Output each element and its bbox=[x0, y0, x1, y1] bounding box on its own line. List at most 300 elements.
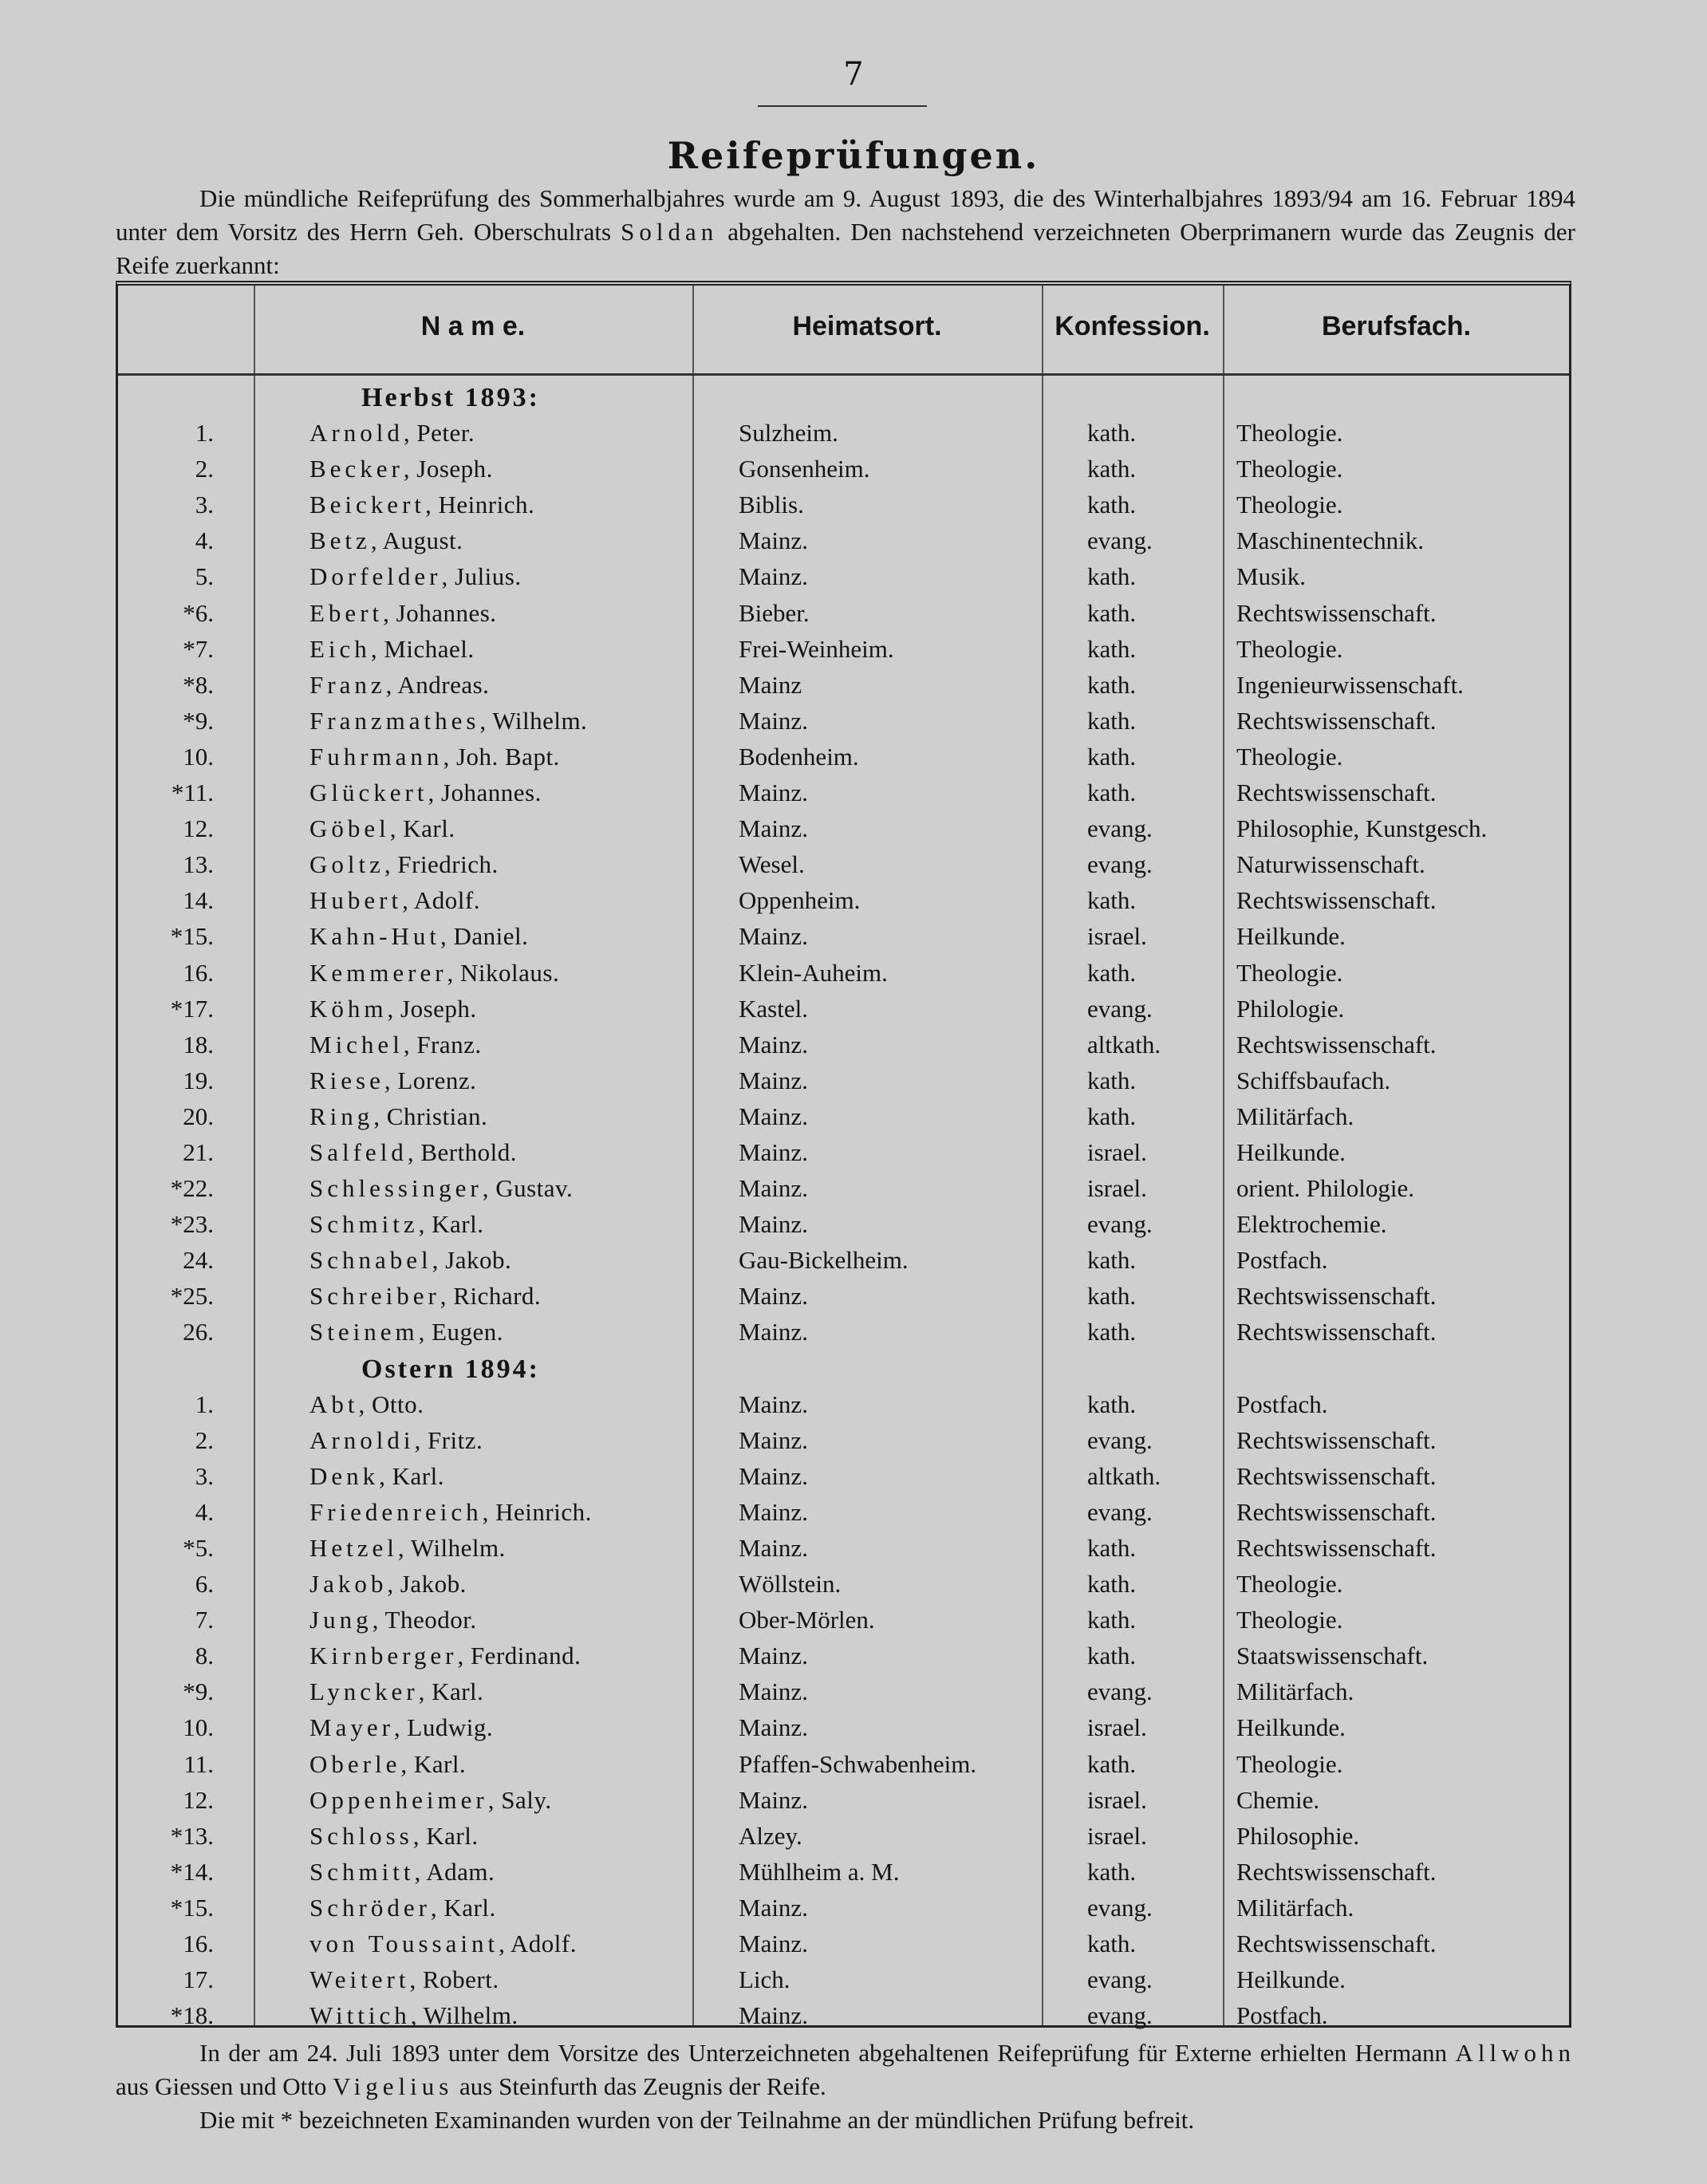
hometown: Mainz. bbox=[739, 1282, 808, 1311]
row-number: *9. bbox=[183, 706, 214, 735]
row-number: 10. bbox=[183, 1713, 214, 1742]
table-row bbox=[118, 596, 1569, 632]
profession: Naturwissenschaft. bbox=[1236, 850, 1425, 879]
row-number: *11. bbox=[171, 779, 214, 807]
given-name: , Nikolaus. bbox=[447, 958, 560, 987]
confession: evang. bbox=[1087, 2001, 1153, 2030]
row-number: 2. bbox=[195, 1425, 214, 1454]
student-name bbox=[309, 743, 560, 771]
student-name bbox=[309, 1426, 483, 1455]
table-body bbox=[118, 380, 1569, 2034]
given-name: , Andreas. bbox=[385, 670, 490, 699]
profession: Theologie. bbox=[1236, 958, 1343, 987]
hometown: Mainz. bbox=[739, 706, 808, 735]
intro-text-1: Die mündliche Reifeprüfung des Sommerhalbjahres wurde am 9. August 1893, die des Winterhalbjahres 1893/94 am 16. Februar 1894 unter dem Vorsitz des Herrn Geh. Oberschulrats bbox=[116, 184, 1575, 246]
confession: kath. bbox=[1087, 1930, 1137, 1958]
surname: Mayer bbox=[309, 1713, 394, 1742]
closing-paragraphs bbox=[116, 2036, 1575, 2137]
hometown: Mainz. bbox=[739, 1534, 808, 1562]
surname: Ring bbox=[309, 1102, 374, 1130]
profession: Heilkunde. bbox=[1236, 922, 1346, 951]
confession: kath. bbox=[1087, 886, 1137, 915]
table-row bbox=[118, 523, 1569, 559]
surname: von Toussaint bbox=[309, 1930, 499, 1958]
row-number: *6. bbox=[183, 598, 214, 627]
row-number: *25. bbox=[170, 1282, 214, 1311]
confession: kath. bbox=[1087, 1749, 1137, 1778]
profession: Elektrochemie. bbox=[1236, 1210, 1387, 1239]
outro-text-1: In der am 24. Juli 1893 unter dem Vorsitze des Unterzeichneten abgehaltenen Reifeprüfung für Externe erhielten Hermann bbox=[199, 2039, 1456, 2067]
given-name: , Johannes. bbox=[383, 598, 497, 627]
confession: evang. bbox=[1087, 1497, 1153, 1526]
confession: kath. bbox=[1087, 491, 1137, 519]
given-name: , Heinrich. bbox=[482, 1497, 592, 1526]
table-row bbox=[118, 883, 1569, 919]
hometown: Bodenheim. bbox=[739, 742, 859, 771]
row-number: 24. bbox=[183, 1246, 214, 1275]
student-name bbox=[309, 671, 489, 700]
confession: evang. bbox=[1087, 526, 1153, 555]
outro-text-3: aus Steinfurth das Zeugnis der Reife. bbox=[453, 2072, 826, 2100]
confession: kath. bbox=[1087, 1606, 1137, 1634]
hometown: Mainz bbox=[739, 670, 802, 699]
row-number: 26. bbox=[183, 1318, 214, 1346]
hometown: Klein-Auheim. bbox=[739, 958, 888, 987]
confession: evang. bbox=[1087, 994, 1153, 1023]
given-name: , Friedrich. bbox=[384, 850, 499, 879]
section-heading bbox=[118, 380, 1569, 416]
profession: Theologie. bbox=[1236, 419, 1343, 447]
given-name: , Otto. bbox=[358, 1390, 424, 1418]
student-name bbox=[309, 1246, 511, 1275]
student-name bbox=[309, 1786, 552, 1815]
given-name: , Christian. bbox=[373, 1102, 488, 1130]
hometown: Lich. bbox=[739, 1965, 790, 1994]
student-name bbox=[309, 1210, 483, 1239]
surname: Franz bbox=[309, 670, 386, 699]
student-name bbox=[309, 1498, 592, 1527]
given-name: , Franz. bbox=[403, 1030, 482, 1058]
header-home: Heimatsort. bbox=[792, 311, 942, 341]
profession: Theologie. bbox=[1236, 742, 1343, 771]
confession: kath. bbox=[1087, 1857, 1137, 1886]
student-name bbox=[309, 814, 455, 843]
hometown: Mainz. bbox=[739, 1425, 808, 1454]
hometown: Gau-Bickelheim. bbox=[739, 1246, 909, 1275]
profession: Militärfach. bbox=[1236, 1677, 1354, 1706]
row-number: 7. bbox=[195, 1606, 214, 1634]
given-name: , Fritz. bbox=[414, 1425, 483, 1454]
given-name: , Karl. bbox=[430, 1893, 496, 1922]
given-name: , Karl. bbox=[379, 1461, 444, 1490]
surname: Hubert bbox=[309, 886, 403, 915]
row-number: 2. bbox=[195, 455, 214, 483]
confession: kath. bbox=[1087, 670, 1137, 699]
student-name bbox=[309, 886, 480, 915]
table-row bbox=[118, 1674, 1569, 1710]
confession: kath. bbox=[1087, 1570, 1137, 1599]
hometown: Pfaffen-Schwabenheim. bbox=[739, 1749, 977, 1778]
profession: Staatswissenschaft. bbox=[1236, 1642, 1429, 1670]
profession: Rechtswissenschaft. bbox=[1236, 598, 1437, 627]
row-number: 11. bbox=[183, 1749, 214, 1778]
given-name: , Peter. bbox=[403, 419, 475, 447]
table-row bbox=[118, 1495, 1569, 1531]
row-number: 4. bbox=[195, 1497, 214, 1526]
hometown: Mühlheim a. M. bbox=[739, 1857, 900, 1886]
student-name bbox=[309, 1822, 479, 1851]
profession: Rechtswissenschaft. bbox=[1236, 1930, 1437, 1958]
hometown: Biblis. bbox=[739, 491, 804, 519]
row-number: *22. bbox=[170, 1174, 214, 1203]
profession: Ingenieurwissenschaft. bbox=[1236, 670, 1464, 699]
row-number: 17. bbox=[183, 1965, 214, 1994]
surname: Becker bbox=[309, 455, 404, 483]
table-row bbox=[118, 416, 1569, 451]
table-row bbox=[118, 1099, 1569, 1135]
profession: orient. Philologie. bbox=[1236, 1174, 1415, 1203]
table-row bbox=[118, 1531, 1569, 1567]
hometown: Frei-Weinheim. bbox=[739, 634, 894, 663]
hometown: Mainz. bbox=[739, 1785, 808, 1814]
table-row bbox=[118, 1783, 1569, 1819]
row-number: 18. bbox=[183, 1030, 214, 1058]
surname: Hetzel bbox=[309, 1534, 398, 1562]
row-number: *23. bbox=[170, 1210, 214, 1239]
table-row bbox=[118, 1926, 1569, 1962]
student-name bbox=[309, 1606, 477, 1634]
surname: Schloss bbox=[309, 1821, 413, 1850]
given-name: , Jakob. bbox=[387, 1570, 467, 1599]
confession: kath. bbox=[1087, 1066, 1137, 1094]
student-name bbox=[309, 1534, 506, 1563]
table-row bbox=[118, 487, 1569, 523]
surname: Schlessinger bbox=[309, 1174, 483, 1203]
surname: Schröder bbox=[309, 1893, 431, 1922]
intro-text-2: abgehalten. Den nachstehend verzeichneten Oberprimanern wurde das Zeugnis der Reife zuerkannt: bbox=[116, 218, 1575, 279]
profession: Rechtswissenschaft. bbox=[1236, 1497, 1437, 1526]
footnote: Die mit * bezeichneten Examinanden wurden von der Teilnahme an der mündlichen Prüfung befreit. bbox=[199, 2106, 1195, 2134]
confession: altkath. bbox=[1087, 1461, 1161, 1490]
header-profession: Berufsfach. bbox=[1321, 311, 1472, 341]
row-number: 10. bbox=[183, 742, 214, 771]
row-number: *14. bbox=[170, 1857, 214, 1886]
confession: kath. bbox=[1087, 779, 1137, 807]
student-name bbox=[309, 850, 499, 879]
surname: Ebert bbox=[309, 598, 384, 627]
profession: Heilkunde. bbox=[1236, 1713, 1346, 1742]
surname: Eich bbox=[309, 634, 371, 663]
student-name bbox=[309, 2001, 518, 2030]
table-row bbox=[118, 1243, 1569, 1279]
given-name: , Adolf. bbox=[402, 886, 480, 915]
table-row bbox=[118, 847, 1569, 883]
hometown: Bieber. bbox=[739, 598, 810, 627]
section-label: Ostern 1894: bbox=[361, 1354, 540, 1384]
row-number: 12. bbox=[183, 1785, 214, 1814]
profession: Rechtswissenschaft. bbox=[1236, 1461, 1437, 1490]
table-row bbox=[118, 704, 1569, 739]
student-name bbox=[309, 922, 528, 951]
student-name bbox=[309, 1677, 483, 1706]
table-row bbox=[118, 1315, 1569, 1350]
table-row bbox=[118, 1710, 1569, 1746]
given-name: , Karl. bbox=[400, 1749, 467, 1778]
profession: Philosophie. bbox=[1236, 1821, 1360, 1850]
given-name: , Joh. Bapt. bbox=[443, 742, 560, 771]
table-row bbox=[118, 1567, 1569, 1603]
confession: kath. bbox=[1087, 1282, 1137, 1311]
row-number: 13. bbox=[183, 850, 214, 879]
surname: Riese bbox=[309, 1066, 384, 1094]
hometown: Mainz. bbox=[739, 1390, 808, 1418]
profession: Philosophie, Kunstgesch. bbox=[1236, 814, 1488, 843]
surname: Kirnberger bbox=[309, 1642, 458, 1670]
given-name: , Wilhelm. bbox=[479, 706, 588, 735]
profession: Postfach. bbox=[1236, 1246, 1328, 1275]
section-heading bbox=[118, 1351, 1569, 1387]
hometown: Alzey. bbox=[739, 1821, 802, 1850]
student-name bbox=[309, 1965, 499, 1994]
profession: Philologie. bbox=[1236, 994, 1345, 1023]
surname: Kahn-Hut bbox=[309, 922, 440, 951]
profession: Rechtswissenschaft. bbox=[1236, 1282, 1437, 1311]
hometown: Mainz. bbox=[739, 1030, 808, 1058]
row-number: 1. bbox=[195, 1390, 214, 1418]
row-number: 4. bbox=[195, 526, 214, 555]
hometown: Ober-Mörlen. bbox=[739, 1606, 875, 1634]
confession: kath. bbox=[1087, 598, 1137, 627]
student-name bbox=[309, 1713, 493, 1742]
confession: israel. bbox=[1087, 1713, 1147, 1742]
profession: Theologie. bbox=[1236, 455, 1343, 483]
surname: Jakob bbox=[309, 1570, 388, 1599]
profession: Militärfach. bbox=[1236, 1893, 1354, 1922]
row-number: 3. bbox=[195, 1461, 214, 1490]
surname: Arnoldi bbox=[309, 1425, 415, 1454]
table-row bbox=[118, 1459, 1569, 1495]
given-name: , Joseph. bbox=[403, 455, 493, 483]
given-name: , Karl. bbox=[418, 1677, 484, 1706]
table-row bbox=[118, 1207, 1569, 1243]
hometown: Mainz. bbox=[739, 1318, 808, 1346]
given-name: , Saly. bbox=[487, 1785, 552, 1814]
given-name: , Lorenz. bbox=[384, 1066, 477, 1094]
table-row bbox=[118, 1279, 1569, 1315]
given-name: , Johannes. bbox=[428, 779, 542, 807]
confession: kath. bbox=[1087, 1246, 1137, 1275]
surname: Oppenheimer bbox=[309, 1785, 488, 1814]
confession: israel. bbox=[1087, 922, 1147, 951]
surname: Michel bbox=[309, 1030, 404, 1058]
surname: Schreiber bbox=[309, 1282, 440, 1311]
table-row bbox=[118, 1027, 1569, 1063]
profession: Schiffsbaufach. bbox=[1236, 1066, 1391, 1094]
given-name: , Karl. bbox=[389, 814, 455, 843]
table-row bbox=[118, 1171, 1569, 1207]
given-name: , Wilhelm. bbox=[397, 1534, 506, 1562]
given-name: , Heinrich. bbox=[425, 491, 535, 519]
hometown: Wöllstein. bbox=[739, 1570, 842, 1599]
table-row bbox=[118, 811, 1569, 847]
given-name: , Jakob. bbox=[432, 1246, 512, 1275]
confession: evang. bbox=[1087, 1677, 1153, 1706]
row-number: *13. bbox=[170, 1821, 214, 1850]
results-table bbox=[116, 281, 1571, 2028]
surname: Jung bbox=[309, 1606, 373, 1634]
row-number: 20. bbox=[183, 1102, 214, 1130]
confession: evang. bbox=[1087, 1425, 1153, 1454]
hometown: Mainz. bbox=[739, 1210, 808, 1239]
student-name bbox=[309, 562, 522, 591]
hometown: Mainz. bbox=[739, 562, 808, 591]
row-number: 5. bbox=[195, 562, 214, 591]
hometown: Oppenheim. bbox=[739, 886, 861, 915]
given-name: , Eugen. bbox=[418, 1318, 504, 1346]
student-name bbox=[309, 1318, 503, 1346]
hometown: Mainz. bbox=[739, 1174, 808, 1203]
confession: kath. bbox=[1087, 455, 1137, 483]
student-name bbox=[309, 491, 534, 519]
profession: Rechtswissenschaft. bbox=[1236, 1857, 1437, 1886]
table-row bbox=[118, 1855, 1569, 1890]
confession: kath. bbox=[1087, 742, 1137, 771]
given-name: , Gustav. bbox=[482, 1174, 574, 1203]
student-name bbox=[309, 707, 587, 735]
profession: Heilkunde. bbox=[1236, 1965, 1346, 1994]
hometown: Mainz. bbox=[739, 1137, 808, 1166]
section-label: Herbst 1893: bbox=[361, 383, 540, 412]
given-name: , Michael. bbox=[370, 634, 475, 663]
header-name: N a m e. bbox=[420, 311, 526, 341]
profession: Rechtswissenschaft. bbox=[1236, 1534, 1437, 1562]
surname: Glückert bbox=[309, 779, 428, 807]
hometown: Mainz. bbox=[739, 1930, 808, 1958]
row-number: 6. bbox=[195, 1570, 214, 1599]
surname: Arnold bbox=[309, 419, 404, 447]
table-row bbox=[118, 1638, 1569, 1674]
hometown: Mainz. bbox=[739, 1642, 808, 1670]
profession: Theologie. bbox=[1236, 491, 1343, 519]
row-number: 21. bbox=[183, 1137, 214, 1166]
confession: kath. bbox=[1087, 1318, 1137, 1346]
student-name bbox=[309, 1642, 581, 1670]
table-row bbox=[118, 559, 1569, 595]
page-number: 7 bbox=[843, 56, 864, 93]
table-row bbox=[118, 739, 1569, 775]
profession: Maschinentechnik. bbox=[1236, 526, 1425, 555]
student-name bbox=[309, 1462, 444, 1491]
hometown: Kastel. bbox=[739, 994, 808, 1023]
hometown: Mainz. bbox=[739, 1677, 808, 1706]
given-name: , Richard. bbox=[440, 1282, 542, 1311]
surname: Franzmathes bbox=[309, 706, 480, 735]
student-name bbox=[309, 1174, 573, 1203]
surname: Oberle bbox=[309, 1749, 401, 1778]
hometown: Gonsenheim. bbox=[739, 455, 870, 483]
confession: kath. bbox=[1087, 562, 1137, 591]
given-name: , Daniel. bbox=[440, 922, 529, 951]
student-name bbox=[309, 599, 497, 628]
surname: Salfeld bbox=[309, 1137, 408, 1166]
table-row bbox=[118, 1603, 1569, 1638]
row-number: 14. bbox=[183, 886, 214, 915]
profession: Rechtswissenschaft. bbox=[1236, 706, 1437, 735]
row-number: 1. bbox=[195, 419, 214, 447]
confession: evang. bbox=[1087, 1210, 1153, 1239]
table-row bbox=[118, 1890, 1569, 1926]
student-name bbox=[309, 1750, 466, 1779]
given-name: , Wilhelm. bbox=[410, 2001, 518, 2030]
given-name: , Adam. bbox=[414, 1857, 495, 1886]
confession: kath. bbox=[1087, 1102, 1137, 1130]
surname: Weitert bbox=[309, 1965, 410, 1994]
row-number: *15. bbox=[170, 1893, 214, 1922]
student-name bbox=[309, 526, 463, 555]
hometown: Mainz. bbox=[739, 1497, 808, 1526]
confession: kath. bbox=[1087, 1390, 1137, 1418]
given-name: , August. bbox=[370, 526, 463, 555]
surname: Lyncker bbox=[309, 1677, 419, 1706]
profession: Rechtswissenschaft. bbox=[1236, 1030, 1437, 1058]
row-number: 12. bbox=[183, 814, 214, 843]
table-row bbox=[118, 919, 1569, 955]
given-name: , Berthold. bbox=[407, 1137, 518, 1166]
profession: Musik. bbox=[1236, 562, 1306, 591]
confession: kath. bbox=[1087, 958, 1137, 987]
profession: Rechtswissenschaft. bbox=[1236, 886, 1437, 915]
surname: Göbel bbox=[309, 814, 390, 843]
surname: Fuhrmann bbox=[309, 742, 444, 771]
row-number: 16. bbox=[183, 958, 214, 987]
outro-text-2: aus Giessen und Otto bbox=[116, 2072, 333, 2100]
student-name bbox=[309, 455, 493, 483]
surname: Steinem bbox=[309, 1318, 419, 1346]
table-row bbox=[118, 1962, 1569, 1998]
hometown: Wesel. bbox=[739, 850, 805, 879]
surname: Friedenreich bbox=[309, 1497, 483, 1526]
table-row bbox=[118, 632, 1569, 668]
hometown: Mainz. bbox=[739, 1713, 808, 1742]
confession: israel. bbox=[1087, 1785, 1147, 1814]
confession: evang. bbox=[1087, 1893, 1153, 1922]
given-name: , Theodor. bbox=[372, 1606, 477, 1634]
hometown: Mainz. bbox=[739, 814, 808, 843]
surname: Denk bbox=[309, 1461, 380, 1490]
given-name: , Karl. bbox=[418, 1210, 484, 1239]
hometown: Sulzheim. bbox=[739, 419, 838, 447]
confession: kath. bbox=[1087, 1534, 1137, 1562]
table-row bbox=[118, 1135, 1569, 1171]
confession: evang. bbox=[1087, 814, 1153, 843]
student-name bbox=[309, 1066, 476, 1095]
hometown: Mainz. bbox=[739, 1102, 808, 1130]
profession: Rechtswissenschaft. bbox=[1236, 1318, 1437, 1346]
student-name bbox=[309, 419, 475, 447]
table-row bbox=[118, 1387, 1569, 1423]
confession: evang. bbox=[1087, 850, 1153, 879]
table-row bbox=[118, 668, 1569, 704]
surname: Dorfelder bbox=[309, 562, 442, 591]
table-row bbox=[118, 1063, 1569, 1099]
surname: Köhm bbox=[309, 994, 388, 1023]
student-name bbox=[309, 1138, 517, 1167]
hometown: Mainz. bbox=[739, 922, 808, 951]
hometown: Mainz. bbox=[739, 526, 808, 555]
profession: Chemie. bbox=[1236, 1785, 1320, 1814]
student-name bbox=[309, 1390, 424, 1419]
table-row bbox=[118, 451, 1569, 487]
